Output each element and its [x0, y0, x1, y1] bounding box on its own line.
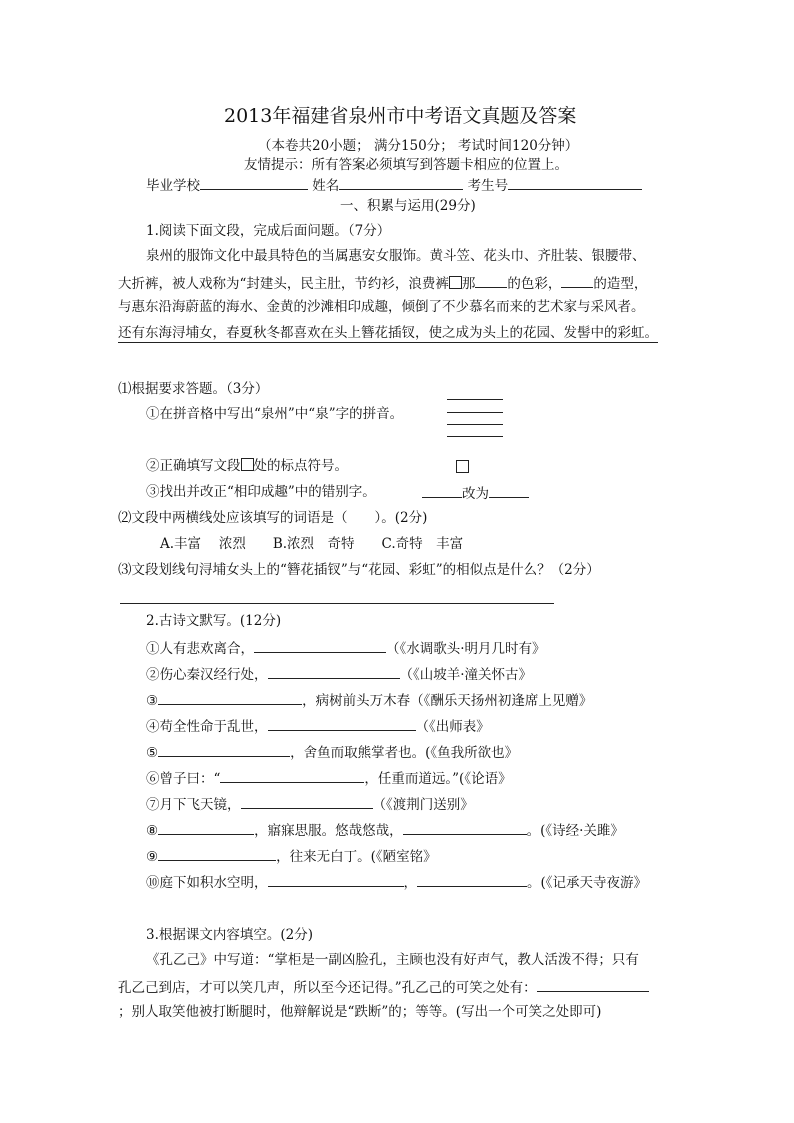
poem-source: 。(《记承天寺夜游》 [527, 875, 648, 891]
poem-source: ，任重而道远。”(《论语》 [364, 771, 512, 787]
q1-sub2-options: A.丰富 浓烈 B.浓烈 奇特 C.奇特 丰富 [160, 536, 464, 552]
q1-text: 处的标点符号。 [253, 458, 348, 474]
poem-blank[interactable] [268, 872, 404, 887]
poem-text: ④苟全性命于乱世， [146, 719, 268, 735]
word-blank-2[interactable] [561, 273, 593, 288]
poem-line-5 [146, 742, 518, 762]
wrong-char-blank[interactable] [422, 483, 462, 498]
poem-source: （《山坡羊·潼关怀古》 [399, 667, 533, 683]
q3-line [118, 977, 649, 997]
poem-source: ，往来无白丁。(《陋室铭》 [276, 849, 437, 865]
punctuation-box [449, 276, 462, 289]
poem-line-2 [146, 664, 532, 684]
pinyin-grid-line[interactable] [447, 412, 503, 413]
poem-line-9 [146, 846, 437, 866]
poem-source: （《渡荆门送别》 [372, 797, 474, 813]
q1-passage-line [118, 273, 647, 293]
poem-line-7 [146, 794, 474, 814]
poem-blank[interactable] [220, 768, 364, 783]
q3-heading: 3.根据课文内容填空。(2分) [146, 927, 314, 943]
school-blank[interactable] [200, 175, 308, 190]
q1-sub1: ⑴根据要求答题。（3分） [118, 381, 269, 397]
poem-line-3 [146, 690, 592, 710]
poem-text: ①人有悲欢离合， [146, 641, 254, 657]
q1-passage-line: 与惠东沿海蔚蓝的海水、金黄的沙滩相印成趣，倾倒了不少慕名而来的艺术家与采风者。 [118, 299, 645, 315]
q1-text: 改为 [462, 486, 489, 502]
poem-blank[interactable] [158, 846, 276, 861]
poem-text: ③ [146, 693, 159, 709]
poem-text: ⑨ [146, 849, 159, 865]
punctuation-box [241, 458, 254, 471]
tip: 友情提示：所有答案必须填写到答题卡相应的位置上。 [244, 157, 568, 173]
poem-blank[interactable] [268, 664, 400, 679]
poem-line-6 [146, 768, 512, 788]
poem-blank[interactable] [417, 872, 527, 887]
info-row [146, 175, 642, 195]
poem-blank[interactable] [241, 794, 373, 809]
q3-line: 《孔乙己》中写道：“掌柜是一副凶脸孔，主顾也没有好声气，教人活泼不得；只有 [146, 952, 639, 968]
page-title: 2013年福建省泉州市中考语文真题及答案 [224, 105, 577, 127]
q2-heading: 2.古诗文默写。(12分) [146, 613, 282, 629]
name-blank[interactable] [339, 175, 463, 190]
id-blank[interactable] [508, 175, 642, 190]
poem-text: ⑦月下飞天镜， [146, 797, 241, 813]
poem-line-1 [146, 638, 546, 658]
q1-passage-line: 泉州的服饰文化中最具特色的当属惠安女服饰。黄斗笠、花头巾、齐肚装、银腰带、 [146, 248, 646, 264]
answer-line[interactable] [120, 603, 554, 604]
poem-source: ，病树前头万木春（《酬乐天扬州初逢席上见赠》 [302, 693, 593, 709]
q1-text: 的色彩， [507, 276, 562, 292]
answer-box[interactable] [456, 460, 469, 473]
q1-sub1c-answer [422, 483, 529, 503]
poem-text: ，寤寐思服。悠哉悠哉， [254, 823, 403, 839]
q1-underlined-sentence: 还有东海浔埔女，春夏秋冬都喜欢在头上簪花插钗，使之成为头上的花园、发髻中的彩虹。 [118, 325, 658, 341]
poem-source: （《出师表》 [415, 719, 490, 735]
q1-sub1c: ③找出并改正“相印成趣”中的错别字。 [146, 484, 376, 500]
poem-text: ⑥曾子曰：“ [146, 771, 221, 787]
poem-text: ， [403, 875, 417, 891]
pinyin-grid-line[interactable] [447, 436, 503, 437]
q1-sub1a: ①在拼音格中写出“泉州”中“泉”字的拼音。 [146, 406, 404, 422]
poem-blank[interactable] [158, 742, 290, 757]
poem-source: （《水调歌头·明月几时有》 [386, 641, 546, 657]
school-label: 毕业学校 [146, 178, 200, 194]
q1-text: 的造型， [593, 276, 648, 292]
q3-blank[interactable] [537, 977, 649, 992]
q1-sub2: ⑵文段中两横线处应该填写的词语是（ ）。(2分) [118, 510, 428, 526]
q3-line: ；别人取笑他被打断腿时，他辩解说是“跌断”的；等等。(写出一个可笑之处即可) [118, 1004, 602, 1020]
q3-text: 孔乙己到店，才可以笑几声，所以至今还记得。”孔乙己的可笑之处有： [118, 980, 537, 996]
poem-text: ⑧ [146, 823, 159, 839]
q1-sub1b [146, 457, 348, 475]
pinyin-grid-line[interactable] [447, 424, 503, 425]
poem-text: ⑤ [146, 745, 159, 761]
q1-text: ②正确填写文段 [146, 458, 241, 474]
poem-line-8 [146, 820, 624, 840]
section-heading: 一、积累与运用(29分) [340, 198, 476, 214]
word-blank-1[interactable] [475, 273, 507, 288]
exam-meta: （本卷共20小题； 满分150分； 考试时间120分钟） [258, 138, 579, 154]
id-label: 考生号 [467, 178, 509, 194]
correct-char-blank[interactable] [489, 483, 529, 498]
poem-blank[interactable] [158, 690, 302, 705]
name-label: 姓名 [312, 178, 340, 194]
poem-blank[interactable] [403, 820, 527, 835]
q1-text: 大折裤，被人戏称为“封建头，民主肚，节约衫，浪费裤 [118, 276, 449, 292]
poem-blank[interactable] [268, 716, 416, 731]
q1-text: 那 [461, 276, 476, 292]
poem-text: ②伤心秦汉经行处， [146, 667, 268, 683]
q1-heading: 1.阅读下面文段，完成后面问题。（7分） [146, 223, 391, 239]
poem-line-4 [146, 716, 490, 736]
poem-source: 。(《诗经·关雎》 [526, 823, 624, 839]
poem-text: ⑩庭下如积水空明， [146, 875, 268, 891]
poem-blank[interactable] [254, 638, 386, 653]
poem-source: ，舍鱼而取熊掌者也。(《鱼我所欲也》 [290, 745, 519, 761]
poem-blank[interactable] [158, 820, 254, 835]
poem-line-10 [146, 872, 647, 892]
pinyin-grid-line[interactable] [447, 399, 503, 400]
q1-sub3: ⑶文段划线句浔埔女头上的“簪花插钗”与“花园、彩虹”的相似点是什么？（2分） [118, 562, 600, 578]
